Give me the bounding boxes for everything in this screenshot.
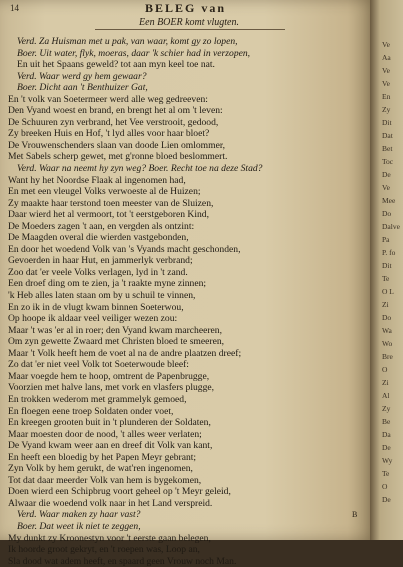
verse-line: Gevoerden in haar Hut, en jammerlyk verbrand; bbox=[8, 255, 193, 267]
page-number: 14 bbox=[10, 3, 19, 13]
verse-line: Sla dood wat adem heeft, en spaard geen Vrouw noch Man. bbox=[8, 555, 237, 567]
verse-line: En floegen eene troep Soldaten onder voet, bbox=[8, 405, 174, 417]
signature-mark: B bbox=[352, 510, 358, 519]
verse-line: Zyn Volk by hem gerukt, de wat'ren ingenomen, bbox=[8, 463, 193, 475]
next-page-fragment: Ve bbox=[382, 40, 390, 49]
verse-line: Verd. Za Huisman met u pak, van waar, komt gy zo lopen, bbox=[17, 36, 238, 47]
next-page-fragment: O bbox=[382, 365, 388, 374]
next-page-fragment: Dit bbox=[382, 261, 392, 270]
next-page-fragment: De bbox=[382, 495, 391, 504]
next-page-fragment: Do bbox=[382, 209, 392, 218]
next-page-fragment: Zy bbox=[382, 105, 391, 114]
verse-line: De Moeders zagen 't aan, en vergden als ontzint: bbox=[8, 220, 195, 232]
next-page-fragment: Bet bbox=[382, 144, 393, 153]
verse-line: Doen wierd een Schipbrug voort geheel op 't Meyr geleid, bbox=[8, 486, 231, 498]
next-page-fragment: O L bbox=[382, 287, 394, 296]
verse-line: De Schuuren zyn verbrand, het Vee verstrooit, gedood, bbox=[8, 116, 219, 128]
next-page-fragment: Al bbox=[382, 391, 390, 400]
verse-line: Maar 't Volk heeft hem de voet al na de andre plaatzen dreef; bbox=[8, 347, 242, 359]
verse-line: Boer. Dat weet ik niet te zeggen, bbox=[17, 520, 141, 532]
verse-line: En heeft een bloedig by het Papen Meyr gebrant; bbox=[8, 451, 197, 463]
verse-line: Verd. Waar werd gy hem gewaar? bbox=[17, 70, 147, 82]
next-page-fragment: Do bbox=[382, 313, 392, 322]
next-page-fragment: Pa bbox=[382, 235, 390, 244]
next-page-fragment: Zy bbox=[382, 404, 391, 413]
verse-line: En kreegen grooten buit in 't plunderen der Soldaten, bbox=[8, 417, 211, 429]
verse-line: Verd. Waar na neemt hy zyn weg? Boer. Recht toe na deze Stad? bbox=[17, 163, 263, 175]
verse-line: En met een vleugel Volks verwoeste al de Huizen; bbox=[8, 186, 201, 198]
next-page-fragment: En bbox=[382, 92, 391, 101]
verse-line: Maar moesten door de nood, 't alles weer verlaten; bbox=[8, 428, 202, 440]
verse-line: De Vrouwenschenders slaan van doode Lien omlommer, bbox=[8, 139, 226, 151]
verse-lines bbox=[8, 36, 370, 567]
verse-line: Op hoope ik aldaar veel veiliger wezen zou: bbox=[8, 313, 178, 325]
verse-line: Zo dat 'er niet veel Volk tot Soeterwoude bleef: bbox=[8, 359, 189, 371]
verse-line: 'k Heb alles laten staan om by u schuil te vinnen, bbox=[8, 290, 196, 302]
verse-line: Boer. Dicht aan 't Benthuizer Gat, bbox=[17, 82, 148, 94]
verse-line: Maar voegde hem te hoop, omtrent de Papenbrugge, bbox=[8, 370, 210, 382]
verse-line: De Maagden overal die wierden vastgebonden, bbox=[8, 232, 189, 244]
verse-line: Zoo dat 'er veele Volks verlagen, lyd in 't zand. bbox=[8, 266, 188, 278]
verse-line: En zo ik in de vlugt kwam binnen Soeterwou, bbox=[8, 301, 184, 313]
next-page-fragment: Dat bbox=[382, 131, 393, 140]
verse-line: My dunkt zy Kroonestyn voor 't eerste gaan belegen, bbox=[8, 532, 211, 544]
next-page-fragment: Dit bbox=[382, 118, 392, 127]
next-page-fragment: Zi bbox=[382, 378, 389, 387]
verse-line: Ik hoorde groot gekryt, en 't roepen was, Loop an, bbox=[8, 544, 200, 556]
next-page-fragment: De bbox=[382, 443, 391, 452]
verse-line: Maar 't was 'er al in roer; den Vyand kwam marcheeren, bbox=[8, 324, 222, 336]
verse-line: En 't volk van Soetermeer werd alle weg gedreeven: bbox=[8, 93, 208, 105]
verse-line: Voorzien met halve lans, met vork en vlasfers plugge, bbox=[8, 382, 215, 394]
next-page-fragment: Be bbox=[382, 417, 391, 426]
next-page-fragment: Ve bbox=[382, 79, 390, 88]
section-subtitle: Een BOER komt vlugten. bbox=[139, 17, 239, 28]
verse-line: Boer. Uit water, flyk, moeras, daar 'k schier had in verzopen, bbox=[17, 47, 251, 59]
verse-line: En trokken wederom met grammelyk gemoed, bbox=[8, 393, 187, 405]
next-page-fragment: Aa bbox=[382, 53, 391, 62]
verse-line: Een droef ding om te zien, ja 't raakte myne zinnen; bbox=[8, 278, 207, 290]
next-page-fragment: Bre bbox=[382, 352, 393, 361]
next-page-fragment: Te bbox=[382, 274, 390, 283]
verse-line: Daar wierd het al vermoort, tot 't eerstgeboren Kind, bbox=[8, 209, 209, 221]
verse-line: Zy breeken Huis en Hof, 't lyd alles voor haar bloet? bbox=[8, 128, 210, 140]
next-page-fragment: Ve bbox=[382, 183, 390, 192]
next-page-fragment: P. fo bbox=[382, 248, 396, 257]
next-page-fragment: Mee bbox=[382, 196, 396, 205]
next-page-fragment: Wo bbox=[382, 339, 393, 348]
verse-line: Den Vyand woest en brand, en brengt het al om 't leven: bbox=[8, 105, 223, 117]
verse-line: Alwaar die woedend volk naar in het Land verspreid. bbox=[8, 497, 213, 509]
next-page-fragment: Ve bbox=[382, 66, 390, 75]
running-title: BELEG van bbox=[145, 1, 227, 15]
verse-line: De Vyand kwam weer aan en dreef dit Volk van kant, bbox=[8, 440, 213, 452]
next-page-fragment: De bbox=[382, 170, 391, 179]
verse-line: En uit het Spaans geweld? tot aan myn keel toe nat. bbox=[17, 59, 215, 71]
page-header bbox=[10, 2, 360, 18]
verse-line: Tot dat daar meerder Volk van hem is bygekomen, bbox=[8, 474, 202, 486]
next-page-edge bbox=[370, 0, 403, 540]
next-page-fragment: Te bbox=[382, 469, 390, 478]
verse-line: Verd. Waar maken zy haar vast? bbox=[17, 509, 141, 521]
next-page-fragment: O bbox=[382, 482, 388, 491]
verse-line: Met Sabels scherp gewet, met g'ronne bloed beslommert. bbox=[8, 151, 228, 163]
header-rule bbox=[95, 29, 285, 30]
next-page-fragment: Dalve bbox=[382, 222, 400, 231]
next-page-fragment: Da bbox=[382, 430, 391, 439]
next-page-fragment: Wa bbox=[382, 326, 392, 335]
verse-line: Want hy het Noordse Flaak al ingenomen had, bbox=[8, 174, 186, 186]
verse-line: En door het woedend Volk van 's Vyands macht geschonden, bbox=[8, 243, 241, 255]
verse-line: Zy maakte haar terstond toen meester van de Sluizen, bbox=[8, 197, 214, 209]
next-page-fragment: Zi bbox=[382, 300, 389, 309]
next-page-fragment: Wy bbox=[382, 456, 393, 465]
verse-line: Om zyn gewette Zwaard met Christen bloed te smeeren, bbox=[8, 336, 225, 348]
next-page-fragment: Toc bbox=[382, 157, 394, 166]
